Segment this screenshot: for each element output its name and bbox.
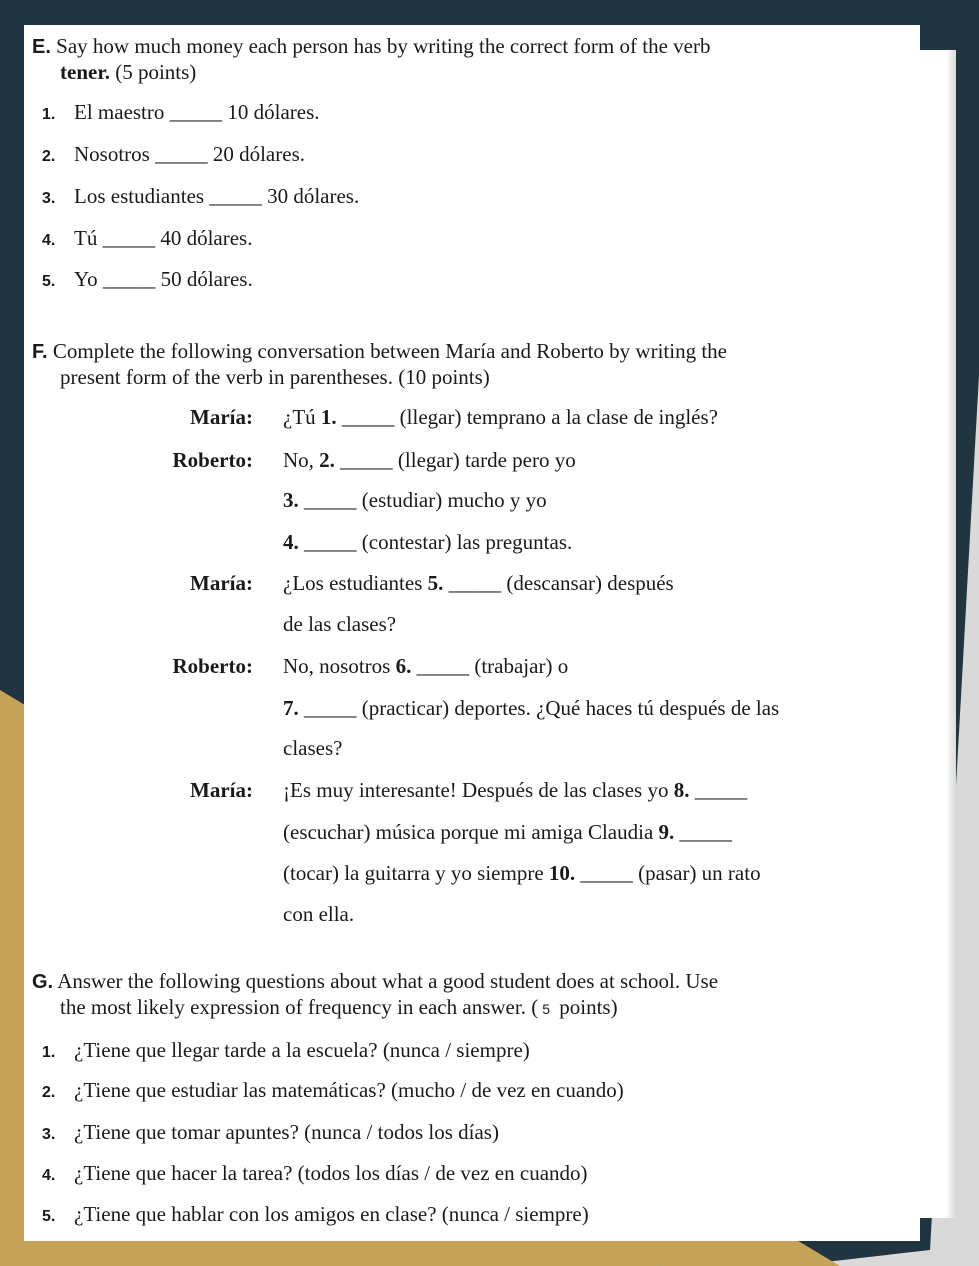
dialogue-line-3: 3. _____ (estudiar) mucho y yo xyxy=(283,488,547,512)
speaker-roberto: Roberto: xyxy=(172,654,253,678)
section-e-item-5: 5. Yo _____ 50 dólares. xyxy=(42,267,253,291)
section-e-instruction-2: tener. (5 points) xyxy=(60,60,197,84)
dialogue-line-8: 7. _____ (practicar) deportes. ¿Qué haces tú después de las xyxy=(283,696,780,720)
section-g-item-4: 4. ¿Tiene que hacer la tarea? (todos los días / de vez en cuando) xyxy=(42,1161,588,1185)
section-f-instruction-1: Complete the following conversation between María and Roberto by writing the xyxy=(52,339,727,363)
dialogue-line-9: clases? xyxy=(283,736,343,760)
dialogue-line-12: (tocar) la guitarra y yo siempre 10. _____ (pasar) un rato xyxy=(283,861,761,885)
speaker-maria: María: xyxy=(190,571,253,595)
section-e-heading: E. Say how much money each person has by writing the correct form of the verb xyxy=(32,34,711,58)
page-shadow xyxy=(920,50,956,1218)
dialogue-line-13: con ella. xyxy=(283,902,355,926)
speaker-roberto: Roberto: xyxy=(172,448,253,472)
dialogue-line-4: 4. _____ (contestar) las preguntas. xyxy=(283,530,573,554)
section-f-instruction-2: present form of the verb in parentheses. (10 points) xyxy=(60,365,490,389)
section-e-item-4: 4. Tú _____ 40 dólares. xyxy=(42,226,253,250)
section-g-item-1: 1. ¿Tiene que llegar tarde a la escuela? (nunca / siempre) xyxy=(42,1038,530,1062)
dialogue-line-2: No, 2. _____ (llegar) tarde pero yo xyxy=(283,448,576,472)
points-value: 5 xyxy=(538,1001,554,1017)
speaker-maria: María: xyxy=(190,405,253,429)
section-e-item-1: 1. El maestro _____ 10 dólares. xyxy=(42,100,320,124)
section-e-instruction-1: Say how much money each person has by writing the correct form of the verb xyxy=(56,34,711,58)
section-g-instruction-1: Answer the following questions about what a good student does at school. Use xyxy=(57,969,719,993)
dialogue-line-7: No, nosotros 6. _____ (trabajar) o xyxy=(283,654,569,678)
section-e-item-2: 2. Nosotros _____ 20 dólares. xyxy=(42,142,305,166)
section-g-instruction-2: the most likely expression of frequency in each answer. ( 5 points) xyxy=(60,995,618,1019)
dialogue-line-11: (escuchar) música porque mi amiga Claudia 9. _____ xyxy=(283,820,733,844)
dialogue-line-1: ¿Tú 1. _____ (llegar) temprano a la clase de inglés? xyxy=(283,405,718,429)
dialogue-line-5: ¿Los estudiantes 5. _____ (descansar) después xyxy=(283,571,674,595)
dialogue-line-10: ¡Es muy interesante! Después de las clases yo 8. _____ xyxy=(283,778,748,802)
section-g-item-2: 2. ¿Tiene que estudiar las matemáticas? (mucho / de vez en cuando) xyxy=(42,1078,624,1102)
section-e-item-3: 3. Los estudiantes _____ 30 dólares. xyxy=(42,184,360,208)
dialogue-line-6: de las clases? xyxy=(283,612,397,636)
section-f-heading: F. Complete the following conversation between María and Roberto by writing the xyxy=(32,339,727,363)
section-g-item-3: 3. ¿Tiene que tomar apuntes? (nunca / todos los días) xyxy=(42,1120,499,1144)
section-g-item-5: 5. ¿Tiene que hablar con los amigos en clase? (nunca / siempre) xyxy=(42,1202,589,1226)
section-g-heading: G. Answer the following questions about what a good student does at school. Use xyxy=(32,969,719,993)
speaker-maria: María: xyxy=(190,778,253,802)
